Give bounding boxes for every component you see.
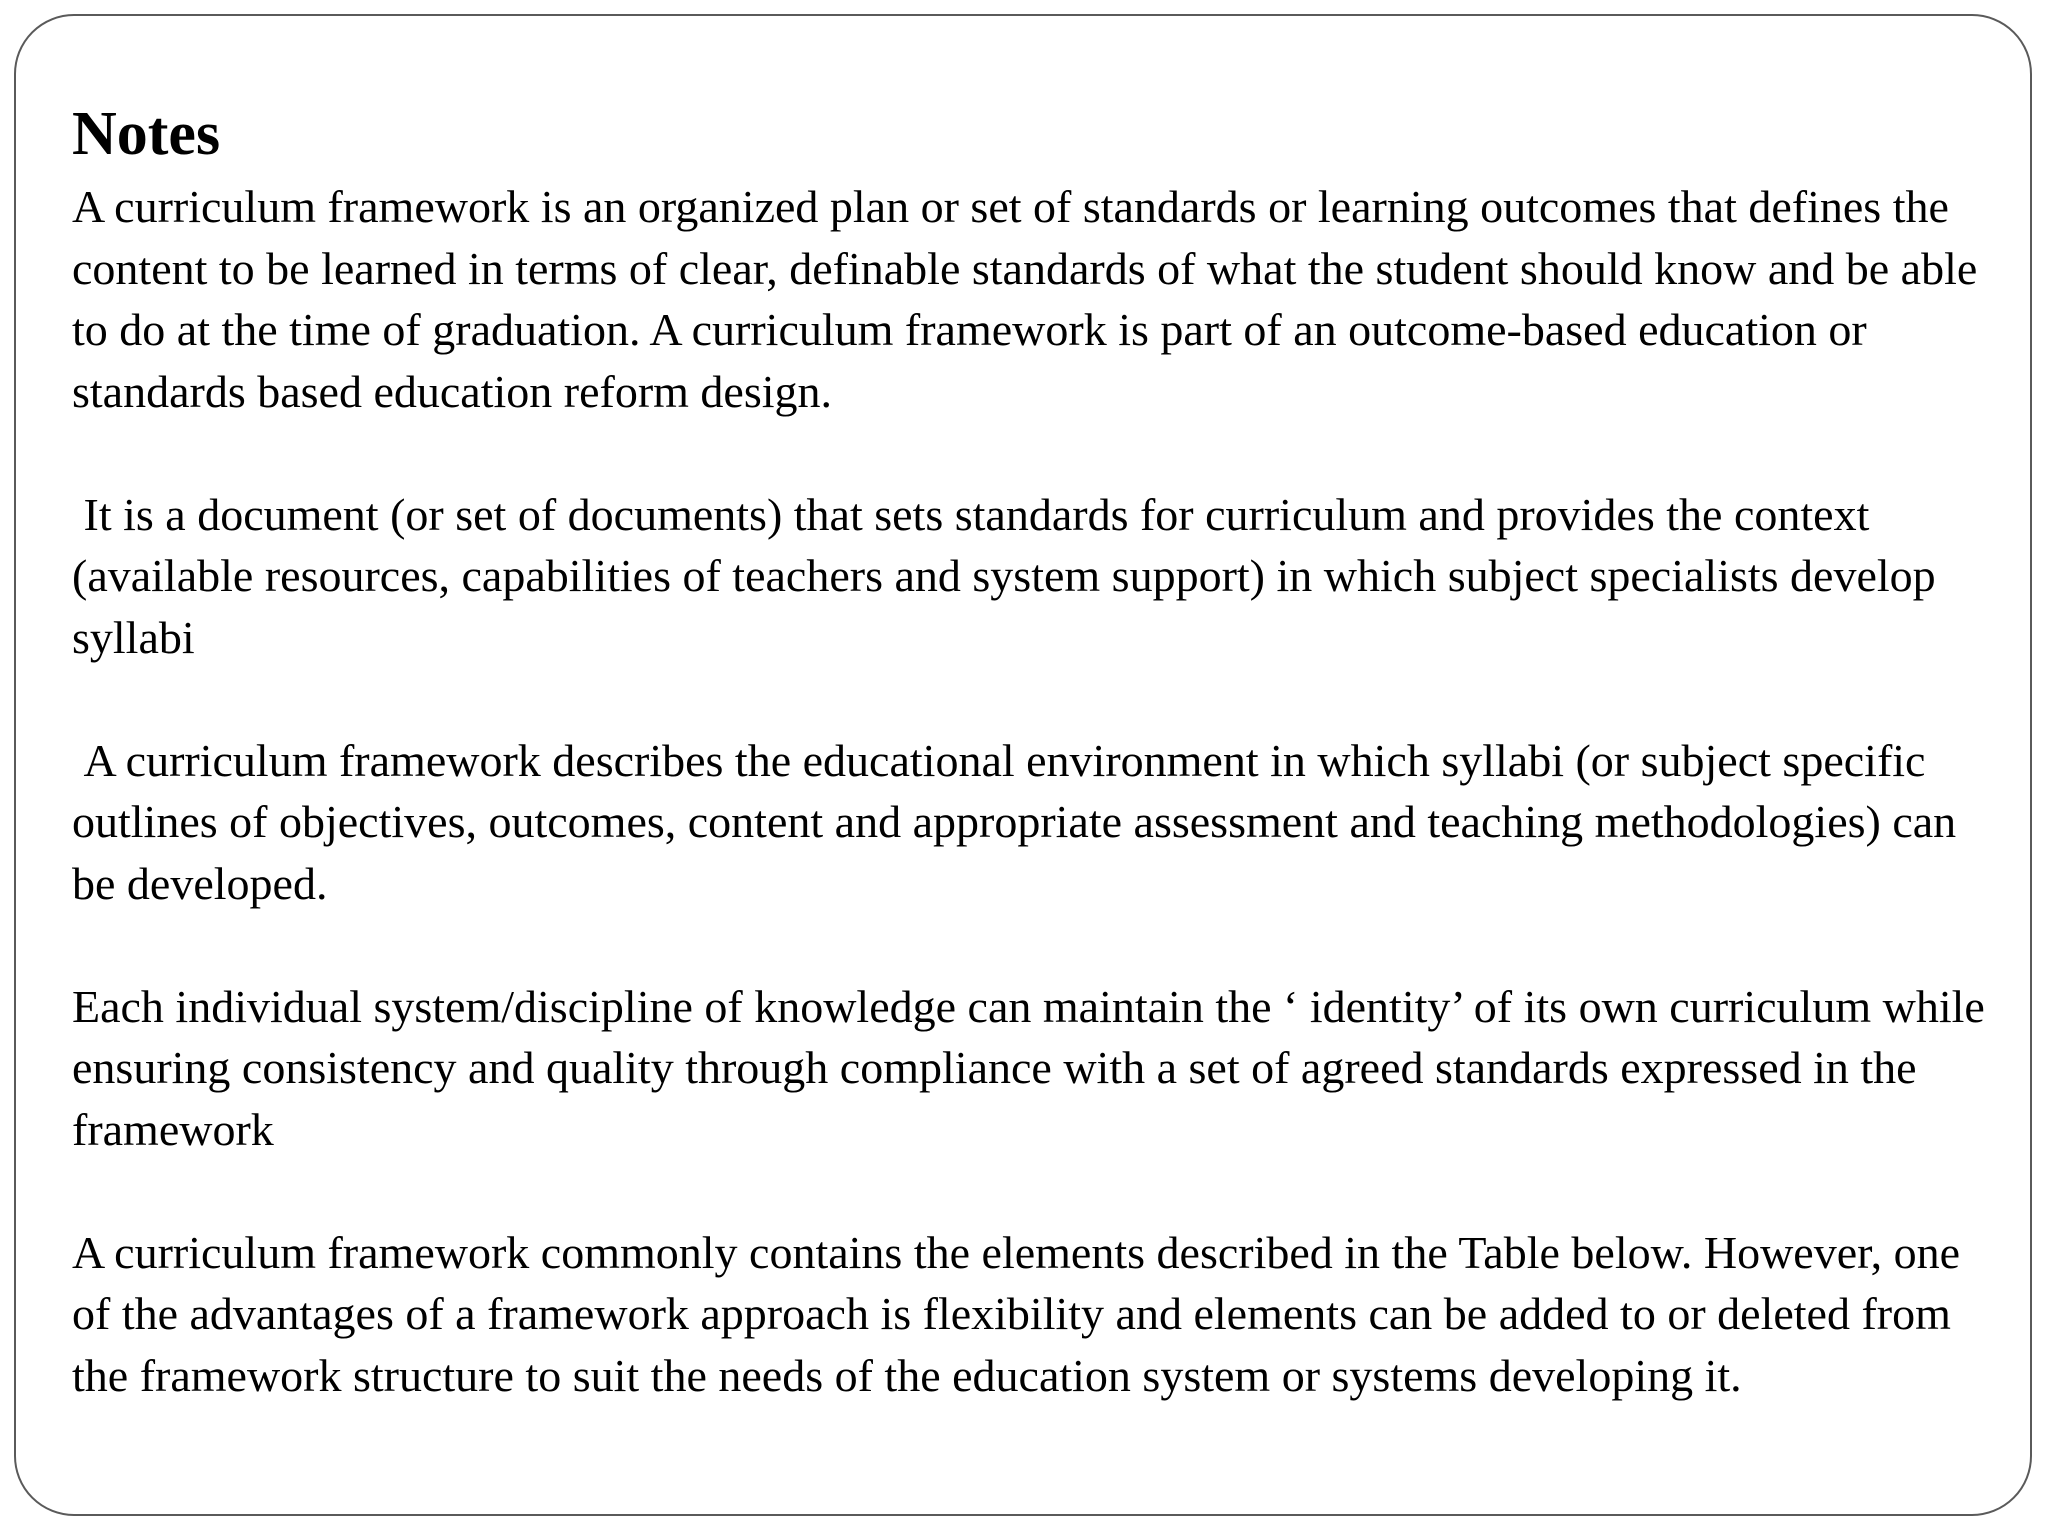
notes-paragraph-identity: Each individual system/discipline of knowledge can maintain the ‘ identity’ of its own curriculum while ensuring consistency and quality through compliance with a set of agreed standards expressed in the framework xyxy=(72,980,1997,1155)
notes-paragraph-definition: A curriculum framework is an organized plan or set of standards or learning outcomes that defines the content to be learned in terms of clear, definable standards of what the student should know and be able to do at the time of graduation. A curriculum framework is part of an outcome-based education or standards based education reform design. xyxy=(72,181,1989,417)
notes-paragraph-elements: A curriculum framework commonly contains the elements described in the Table below. However, one of the advantages of a framework approach is flexibility and elements can be added to or deleted from the framework structure to suit the needs of the education system or systems developing it. xyxy=(72,1226,1972,1401)
notes-title: Notes xyxy=(72,100,221,168)
notes-content xyxy=(72,96,1997,1406)
notes-paragraph-environment: A curriculum framework describes the educational environment in which syllabi (or subject specific outlines of objectives, outcomes, content and appropriate assessment and teaching methodologies) can be developed. xyxy=(72,734,1968,909)
notes-paragraph-document: It is a document (or set of documents) that sets standards for curriculum and provides the context (available resources, capabilities of teachers and system support) in which subject specialists develop syllabi xyxy=(72,488,1948,663)
